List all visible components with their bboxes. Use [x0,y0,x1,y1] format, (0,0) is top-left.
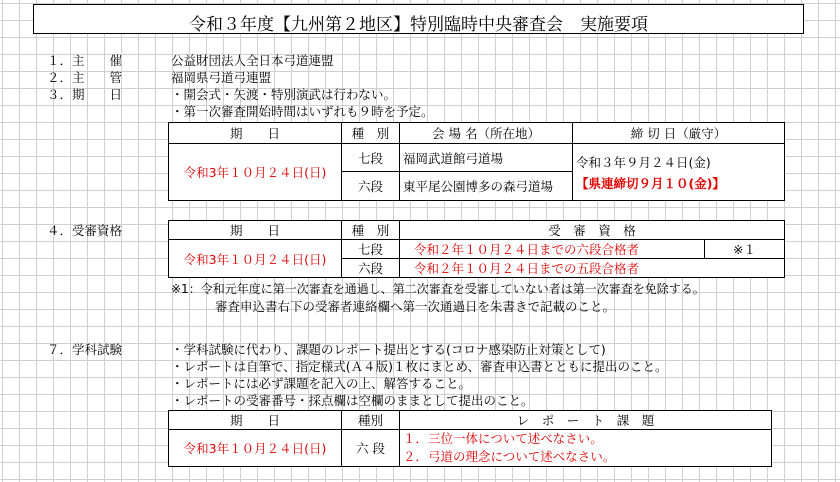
report-header-date: 期 日 [169,411,342,430]
schedule-date: 令和3年１０月２４日(日) [169,144,342,201]
schedule-header-venue: 会 場 名（所在地） [400,123,573,144]
schedule-header-row [169,123,785,144]
report-header-row [169,411,772,430]
schedule-header-grade: 種 別 [342,123,400,144]
qualification-row [169,240,785,259]
schedule-row [169,144,785,172]
schedule-venue-6: 東平尾公園博多の森弓道場 [400,172,573,201]
written-exam-line: ・学科試験に代わり、課題のレポート提出とする(コロナ感染防止対策として) [171,342,606,357]
page-title: 令和３年度【九州第２地区】特別臨時中央審査会 実施要項 [189,15,648,35]
item-label-organizer: １．主 催 [47,53,123,68]
schedule-venue-7: 福岡武道館弓道場 [400,144,573,172]
item-label-date: ３．期 日 [47,87,123,102]
qualification-note-2: 審査申込書右下の受審者連絡欄へ第一次通過日を朱書きで記載のこと。 [215,299,616,314]
report-row [169,430,772,467]
report-topic-2: ２．弓道の理念について述べなさい。 [403,449,616,464]
qualification-label: ４．受審資格 [47,223,123,238]
schedule-grade-7: 七段 [342,144,400,172]
written-exam-line: ・レポートには必ず課題を記入の上、解答すること。 [171,376,472,391]
written-exam-line: ・レポートは自筆で、指定様式(Ａ４版)１枚にまとめ、審査申込書とともに提出のこと。 [171,359,668,374]
report-topics [400,430,772,467]
qualification-header-grade: 種 別 [342,221,400,240]
qualification-grade-7: 七段 [342,240,400,259]
schedule-deadline-cell [573,144,785,201]
qualification-note-1: ※1：令和元年度に第一次審査を通過し、第二次審査を受審していない者は第一次審査を免除する。 [171,282,705,296]
item-label-host: ２．主 管 [47,70,123,85]
qualification-grade-6: 六段 [342,259,400,278]
qualification-table [168,220,785,278]
period-note-2: ・第一次審査開始時間はいずれも９時を予定。 [171,104,434,119]
period-note-1: ・開会式・矢渡・特別演武は行わない。 [171,87,397,102]
qualification-header-date: 期 日 [169,221,342,240]
qualification-header-requirement: 受 審 資 格 [400,221,785,240]
item-value-host: 福岡県弓道弓連盟 [171,70,272,85]
report-table [168,410,772,467]
title-box [33,4,804,34]
report-topic-1: １．三位一体について述べなさい。 [403,431,603,446]
report-header-grade: 種別 [342,411,400,430]
schedule-table [168,122,785,201]
qualification-req-7: 令和２年１０月２４日までの六段合格者 [400,240,705,259]
report-header-topic: レ ポ ー ト 課 題 [400,411,772,430]
written-exam-line: ・レポートの受審番号・採点欄は空欄のままとして提出のこと。 [171,393,534,408]
written-exam-label: ７．学科試験 [47,342,123,357]
report-date: 令和3年１０月２４日(日) [169,430,342,467]
schedule-grade-6: 六段 [342,172,400,201]
qualification-header-row [169,221,785,240]
qualification-req-6: 令和２年１０月２４日までの五段合格者 [400,259,785,278]
qualification-mark: ※１ [705,240,785,259]
report-grade: 六 段 [342,430,400,467]
schedule-deadline-note: 【県連締切９月１０(金)】 [576,175,725,191]
schedule-header-date: 期 日 [169,123,342,144]
schedule-deadline: 令和３年９月２４日(金) [576,154,711,170]
schedule-header-deadline: 締 切 日（厳守） [573,123,785,144]
qualification-date: 令和3年１０月２４日(日) [169,240,342,278]
item-value-organizer: 公益財団法人全日本弓道連盟 [171,53,334,68]
